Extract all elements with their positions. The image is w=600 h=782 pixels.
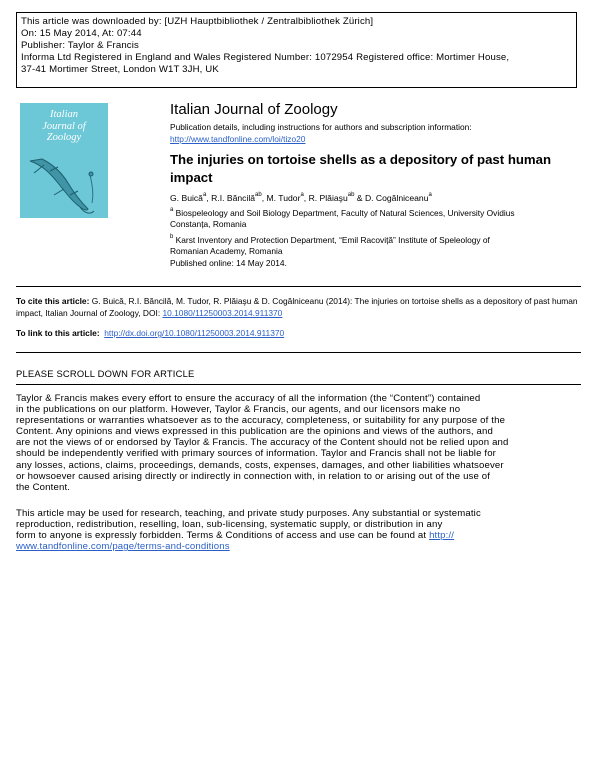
disclaimer-line: or howsoever caused arising directly or indirectly in connection with, in relation to or arising out of the use of — [16, 470, 491, 482]
journal-title: Italian Journal of Zoology — [170, 101, 338, 118]
disclaimer-paragraph — [16, 393, 581, 493]
terms-link[interactable]: http:// — [429, 530, 455, 542]
publisher-line: Publisher: Taylor & Francis — [21, 39, 139, 51]
author-affiliation-sup: ab — [347, 192, 355, 198]
affiliation-text: Romanian Academy, Romania — [170, 246, 283, 257]
terms-paragraph — [16, 508, 581, 552]
cover-title-line: Italian — [50, 109, 78, 120]
citation-text: G. Buică, R.I. Băncilă, M. Tudor, R. Plăiaşu & D. Cogălniceanu (2014): The injuries on tortoise shells as a depository of past human impact, Italian Journal of Zoology, DOI: — [16, 296, 578, 318]
author-affiliation-sup: ab — [255, 192, 262, 198]
disclaimer-line: representations or warranties whatsoever as to the accuracy, completeness, or suitability for any purpose of the — [16, 415, 506, 427]
terms-line: This article may be used for research, teaching, and private study purposes. Any substantial or systematic — [16, 508, 481, 519]
lizard-illustration-icon — [20, 103, 108, 218]
article-title: The injuries on tortoise shells as a depository of past human impact — [170, 152, 552, 185]
affiliation-sup: b — [170, 234, 174, 240]
disclaimer-line: in the publications on our platform. However, Taylor & Francis, our agents, and our licensors make no — [16, 404, 461, 416]
doi-link[interactable]: 10.1080/11250003.2014.911370 — [162, 307, 283, 318]
affiliation-sup: a — [170, 207, 174, 213]
disclaimer-line: Content. Any opinions and views expressed in this publication are the opinions and views of the authors, and — [16, 426, 493, 438]
terms-line: form to anyone is expressly forbidden. Terms & Conditions of access and use can be found at — [16, 530, 430, 542]
affiliation-b — [170, 235, 490, 269]
terms-conditions-link[interactable]: www.tandfonline.com/page/terms-and-conditions — [16, 541, 230, 553]
author-separator: , — [303, 193, 309, 203]
divider — [16, 286, 581, 287]
author-name: G. Buică — [170, 193, 203, 203]
author-name: D. Cogălniceanu — [364, 193, 429, 203]
disclaimer-line: should be independently verified with primary sources of information. Taylor and Francis shall not be liable for — [16, 448, 497, 460]
article-doi-url-link[interactable]: http://dx.doi.org/10.1080/11250003.2014.911370 — [104, 328, 285, 338]
author — [267, 193, 309, 203]
cover-title-line: Zoology — [46, 132, 82, 143]
author — [211, 193, 266, 203]
disclaimer-line: any losses, actions, claims, proceedings, demands, costs, expenses, damages, and other liabilities whatsoever — [16, 459, 504, 471]
author-separator: , — [261, 193, 267, 203]
registration-line: Informa Ltd Registered in England and Wales Registered Number: 1072954 Registered office: Mortimer House, — [21, 51, 510, 63]
author-separator: , — [206, 193, 212, 203]
disclaimer-line: the Content. — [16, 481, 71, 493]
article-link-label: To link to this article: — [16, 328, 100, 338]
published-online-date: Published online: 14 May 2014. — [170, 257, 287, 268]
author-separator: & — [354, 193, 365, 203]
disclaimer-line: Taylor & Francis makes every effort to ensure the accuracy of all the information (the “Content”) contained — [16, 393, 481, 404]
author-list — [170, 193, 432, 203]
citation-label: To cite this article: — [16, 296, 90, 306]
download-line: This article was downloaded by: [UZH Hauptbibliothek / Zentralbibliothek Zürich] — [21, 16, 374, 27]
author-affiliation-sup: a — [300, 192, 304, 198]
download-info-box — [16, 12, 577, 88]
author-name: R. Plăiaşu — [308, 193, 348, 203]
download-date: On: 15 May 2014, At: 07:44 — [21, 27, 142, 39]
scroll-notice: PLEASE SCROLL DOWN FOR ARTICLE — [16, 368, 195, 379]
publication-details — [170, 122, 472, 145]
author-name: M. Tudor — [266, 193, 301, 203]
terms-line: reproduction, redistribution, reselling, loan, sub-licensing, systematic supply, or distribution in any — [16, 519, 443, 531]
citation-block — [16, 296, 581, 320]
article-link-block — [16, 328, 284, 338]
disclaimer-line: are not the views of or endorsed by Taylor & Francis. The accuracy of the Content should not be relied upon and — [16, 437, 509, 449]
author-name: R.I. Băncilă — [211, 193, 256, 203]
affiliation-text: Biospeleology and Soil Biology Department, Faculty of Natural Sciences, University Ovidius — [175, 208, 515, 218]
affiliation-text: Constanța, Romania — [170, 219, 247, 230]
affiliation-a — [170, 208, 515, 231]
author — [365, 193, 432, 203]
publication-details-text: Publication details, including instructions for authors and subscription information: — [170, 122, 472, 132]
cover-title-line: Journal of — [42, 120, 86, 132]
affiliation-text: Karst Inventory and Protection Department, “Emil Racoviță” Institute of Speleology of — [175, 235, 490, 245]
author — [170, 193, 211, 203]
divider — [16, 384, 581, 385]
author — [309, 193, 365, 203]
address-line: 37-41 Mortimer Street, London W1T 3JH, UK — [21, 63, 219, 75]
author-affiliation-sup: a — [202, 192, 207, 198]
divider — [16, 352, 581, 353]
journal-cover-image — [20, 103, 108, 218]
journal-url-link[interactable]: http://www.tandfonline.com/loi/tizo20 — [170, 133, 306, 144]
author-affiliation-sup: a — [428, 192, 432, 198]
